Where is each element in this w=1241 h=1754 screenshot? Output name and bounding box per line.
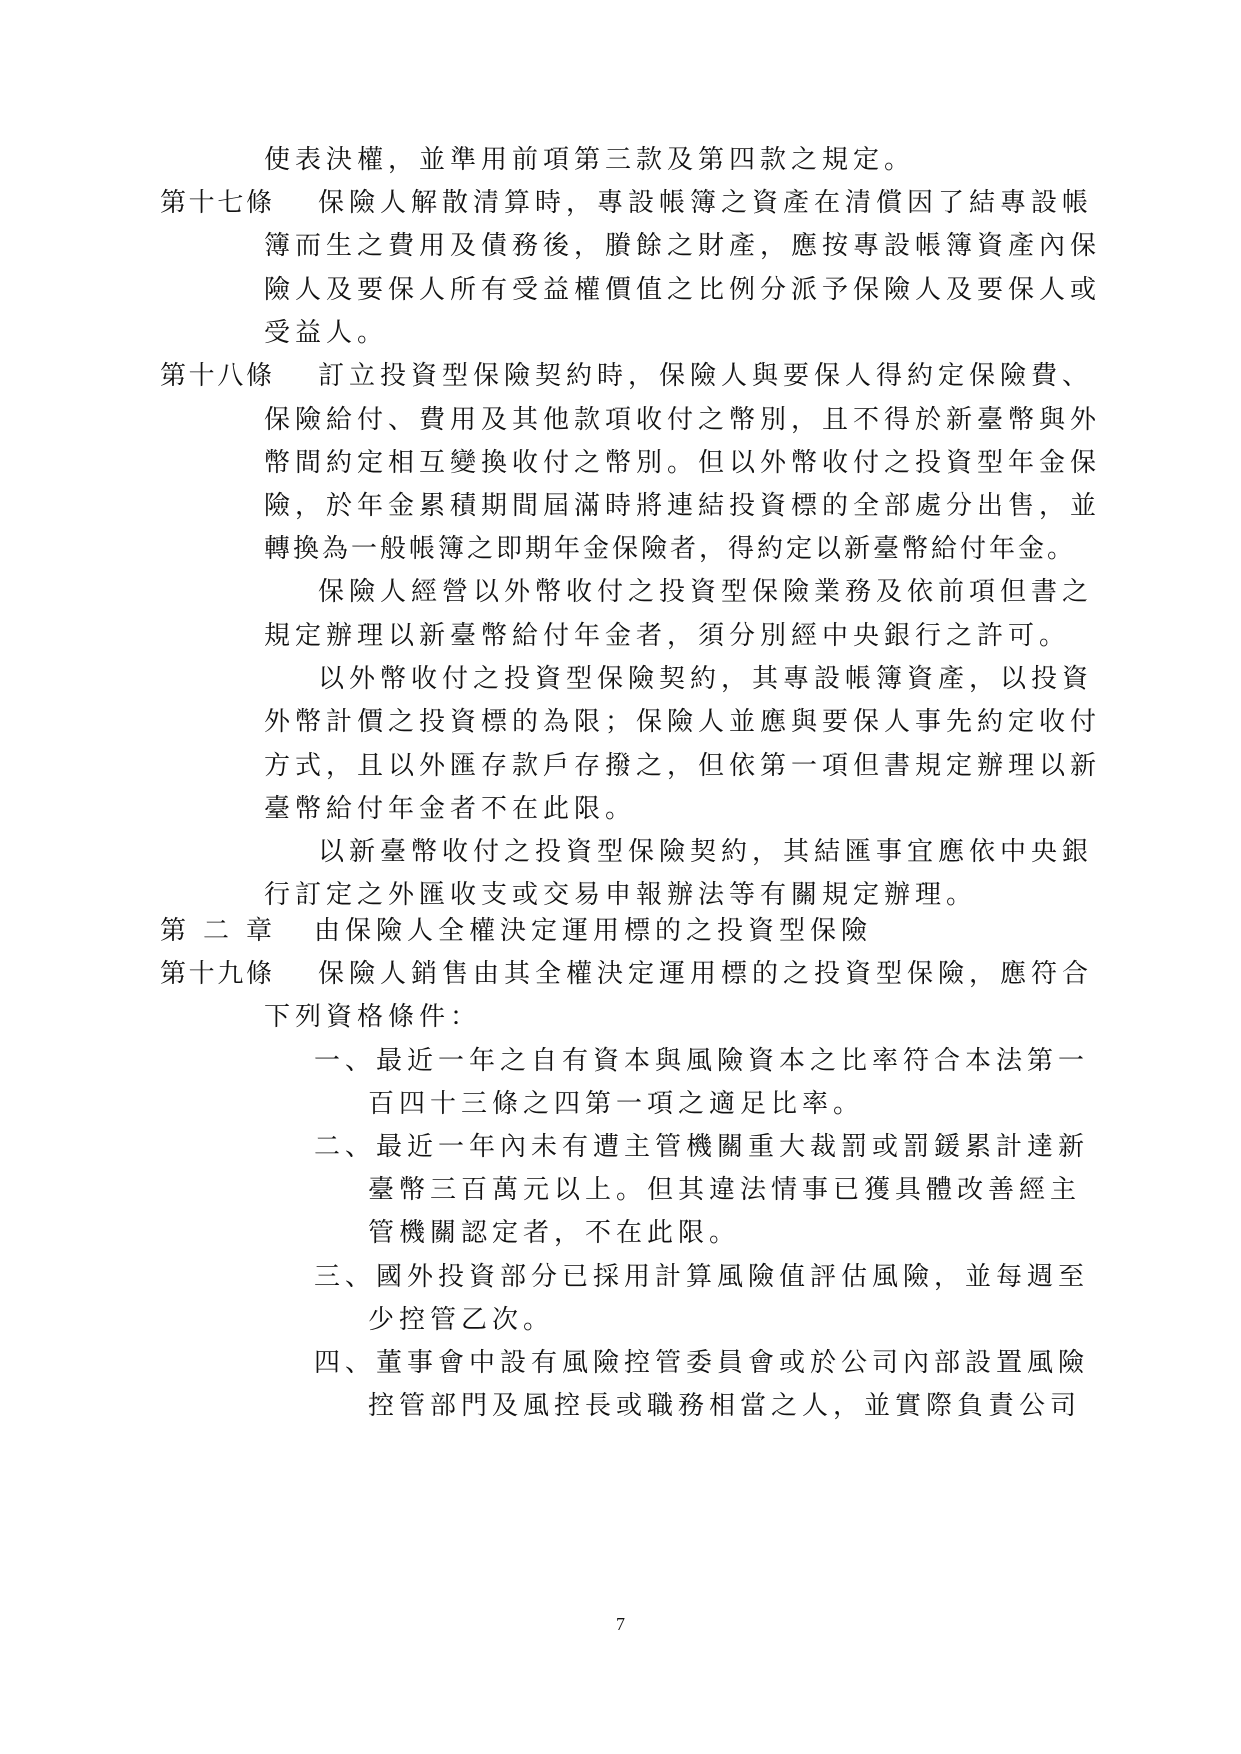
list-item-continued: 少控管乙次。: [368, 1305, 555, 1335]
text-line: 保險人解散清算時，專設帳簿之資產在清償因了結專設帳: [318, 188, 1094, 218]
text-line: 規定辦理以新臺幣給付年金者，須分別經中央銀行之許可。: [264, 621, 1071, 651]
list-item: 二、最近一年內未有遭主管機關重大裁罰或罰鍰累計達新: [314, 1132, 1090, 1162]
text-line: 方式，且以外匯存款戶存撥之，但依第一項但書規定辦理以新: [264, 751, 1102, 781]
text-line: 簿而生之費用及債務後，賸餘之財產，應按專設帳簿資產內保: [264, 231, 1102, 261]
text-line: 保險人銷售由其全權決定運用標的之投資型保險，應符合: [318, 959, 1094, 989]
list-item: 一、最近一年之自有資本與風險資本之比率符合本法第一: [314, 1046, 1090, 1076]
text-line: 保險給付、費用及其他款項收付之幣別，且不得於新臺幣與外: [264, 405, 1102, 435]
list-item-continued: 管機關認定者，不在此限。: [368, 1218, 741, 1248]
article-label-17: 第十七條: [160, 188, 272, 218]
list-item: 三、國外投資部分已採用計算風險值評估風險，並每週至: [314, 1262, 1090, 1292]
text-line: 幣間約定相互變換收付之幣別。但以外幣收付之投資型年金保: [264, 448, 1102, 478]
text-line: 險，於年金累積期間屆滿時將連結投資標的全部處分出售，並: [264, 491, 1102, 521]
article-label-18: 第十八條: [160, 361, 272, 391]
list-item-continued: 臺幣三百萬元以上。但其違法情事已獲具體改善經主: [368, 1175, 1082, 1205]
article-label-19: 第十九條: [160, 959, 272, 989]
text-line: 臺幣給付年金者不在此限。: [264, 794, 637, 824]
text-line: 轉換為一般帳簿之即期年金保險者，得約定以新臺幣給付年金。: [264, 534, 1077, 564]
text-line: 以新臺幣收付之投資型保險契約，其結匯事宜應依中央銀: [318, 837, 1094, 867]
text-line: 行訂定之外匯收支或交易申報辦法等有關規定辦理。: [264, 880, 978, 910]
text-line: 外幣計價之投資標的為限；保險人並應與要保人事先約定收付: [264, 707, 1102, 737]
text-line: 受益人。: [264, 318, 389, 348]
list-item-continued: 百四十三條之四第一項之適足比率。: [368, 1089, 865, 1119]
text-line: 險人及要保人所有受益權價值之比例分派予保險人及要保人或: [264, 275, 1102, 305]
text-line: 以外幣收付之投資型保險契約，其專設帳簿資產，以投資: [318, 664, 1094, 694]
list-item: 四、董事會中設有風險控管委員會或於公司內部設置風險: [314, 1348, 1090, 1378]
text-line: 保險人經營以外幣收付之投資型保險業務及依前項但書之: [318, 577, 1094, 607]
list-item-continued: 控管部門及風控長或職務相當之人，並實際負責公司: [368, 1391, 1082, 1421]
text-line: 下列資格條件：: [264, 1002, 482, 1032]
text-line: 訂立投資型保險契約時，保險人與要保人得約定保險費、: [318, 361, 1094, 391]
chapter-label-2: 第 二 章: [160, 916, 272, 946]
chapter-title: 由保險人全權決定運用標的之投資型保險: [314, 916, 873, 946]
page-number: 7: [616, 1614, 625, 1634]
text-line: 使表決權，並準用前項第三款及第四款之規定。: [264, 145, 916, 175]
